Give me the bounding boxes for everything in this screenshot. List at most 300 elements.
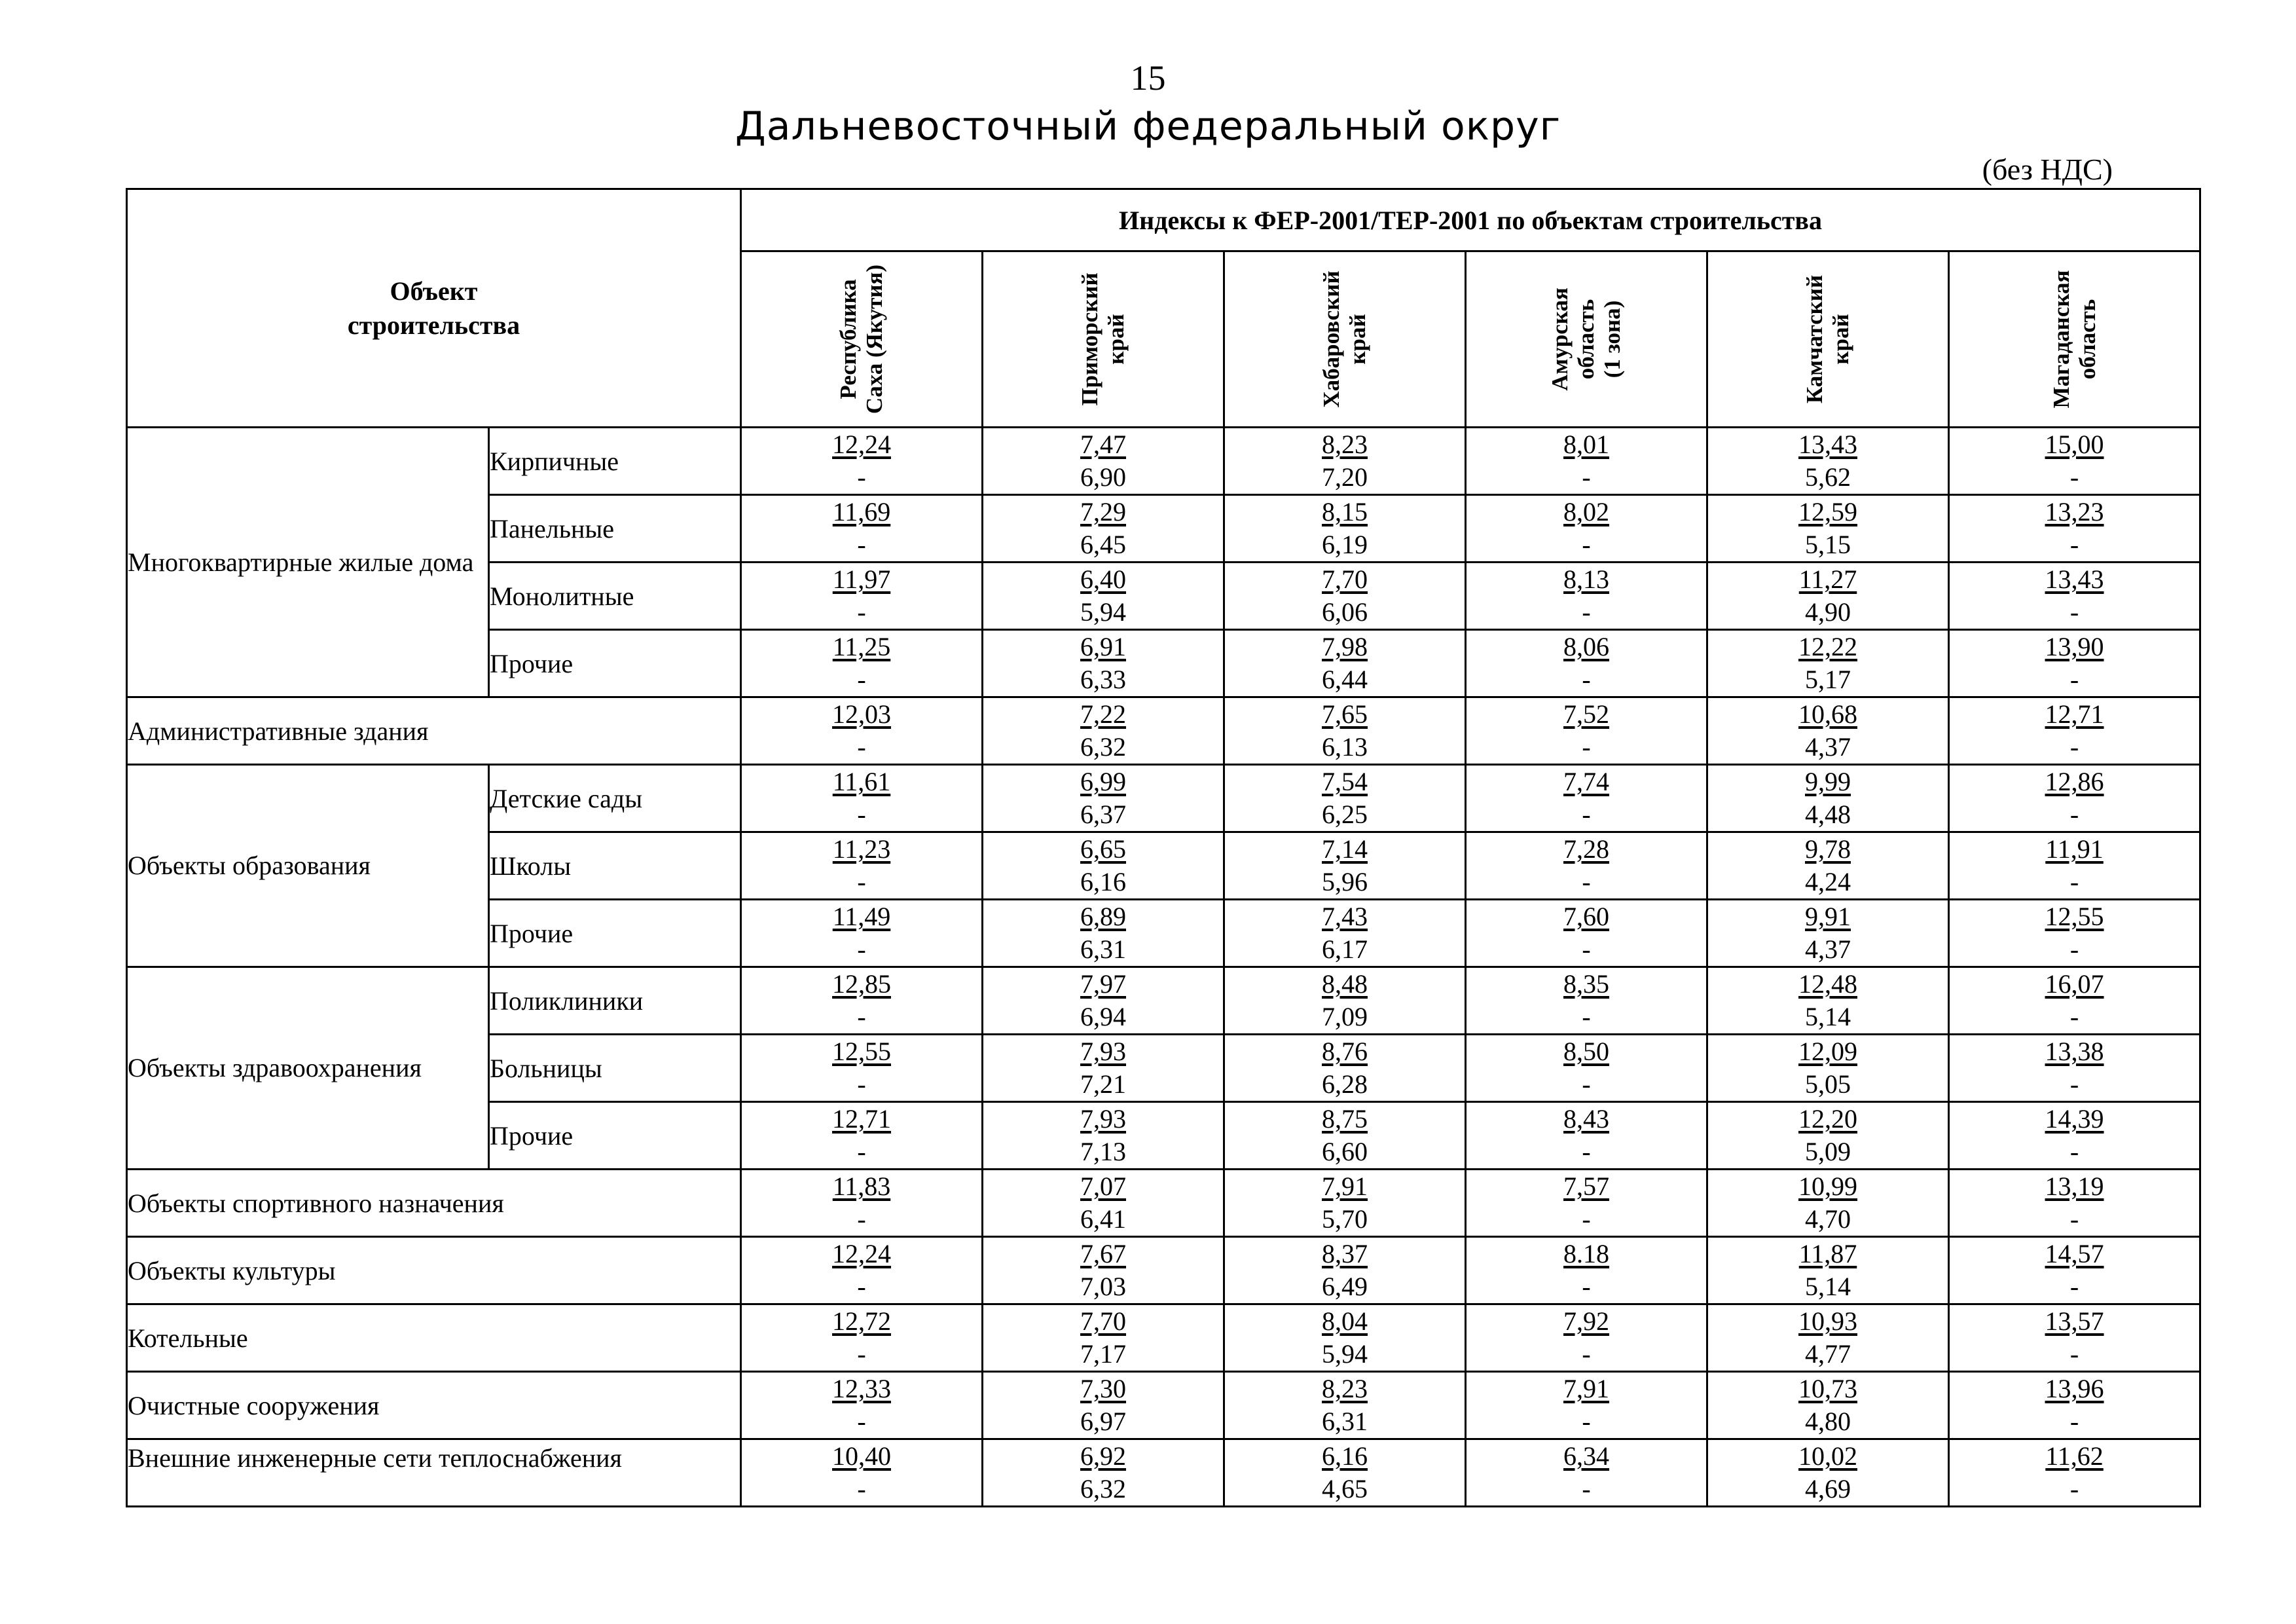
index-value-primary-text: 16,07: [2045, 969, 2104, 999]
index-cell: [1224, 1439, 1466, 1507]
object-column-header: [127, 189, 741, 428]
index-value-primary: [983, 900, 1223, 933]
index-value-primary-text: 8,13: [1563, 564, 1609, 594]
index-value-secondary: -: [2069, 530, 2079, 559]
index-value-primary-text: 7,22: [1080, 699, 1126, 729]
index-value-secondary: 7,21: [1080, 1069, 1126, 1099]
index-value-primary: [1225, 833, 1465, 866]
index-cell: [1466, 832, 1707, 900]
index-value-primary: [742, 563, 981, 596]
index-cell: [741, 563, 983, 630]
index-value-secondary: 6,17: [1322, 934, 1368, 964]
index-value-primary: [1708, 1170, 1948, 1203]
index-value-primary: [1708, 496, 1948, 528]
index-value-secondary: -: [2069, 1407, 2079, 1436]
index-value-primary-text: 12,55: [2045, 902, 2104, 931]
region-header: [741, 251, 983, 428]
index-value-primary: [1950, 631, 2199, 663]
index-value-secondary: 6,97: [1080, 1407, 1126, 1436]
index-value-primary: [1225, 1373, 1465, 1405]
region-label: [1077, 261, 1129, 418]
index-cell: [741, 1102, 983, 1170]
index-value-primary: [983, 428, 1223, 461]
group-label: Многоквартирные жилые дома: [127, 428, 489, 697]
index-value-primary-text: 13,90: [2045, 632, 2104, 661]
region-label-line: область: [1573, 299, 1599, 380]
index-cell: [1466, 1237, 1707, 1304]
region-label-line: Приморский: [1077, 272, 1102, 406]
index-value-secondary: -: [2069, 1272, 2079, 1301]
index-value-primary: [1467, 766, 1706, 798]
index-value-primary-text: 12,24: [832, 430, 891, 459]
index-value-secondary: -: [1582, 732, 1591, 762]
index-value-primary: [742, 698, 981, 731]
index-value-primary-text: 12,22: [1798, 632, 1857, 661]
index-value-primary: [1708, 563, 1948, 596]
index-value-primary-text: 10,68: [1798, 699, 1857, 729]
index-cell: [983, 832, 1224, 900]
index-cell: [1707, 1035, 1949, 1102]
index-value-secondary: -: [1582, 934, 1591, 964]
index-cell: [1949, 495, 2200, 563]
index-value-primary: [1225, 698, 1465, 731]
page-title: Дальневосточный федеральный округ: [735, 103, 1561, 149]
object-label: Очистные сооружения: [127, 1372, 741, 1439]
index-value-secondary: 5,62: [1805, 462, 1851, 492]
index-value-secondary: -: [2069, 934, 2079, 964]
index-cell: [1224, 1102, 1466, 1170]
index-cell: [1949, 1035, 2200, 1102]
index-cell: [1466, 495, 1707, 563]
index-value-primary-text: 8,43: [1563, 1104, 1609, 1134]
index-value-secondary: -: [1582, 800, 1591, 829]
region-label-line: край: [1828, 314, 1853, 365]
region-label: [2049, 261, 2101, 418]
index-value-secondary: -: [857, 1069, 866, 1099]
index-value-primary-text: 11,69: [832, 497, 891, 526]
index-value-primary: [1467, 563, 1706, 596]
index-value-secondary: -: [857, 665, 866, 694]
index-value-secondary: 6,25: [1322, 800, 1368, 829]
index-value-primary: [1708, 1373, 1948, 1405]
region-header: [1224, 251, 1466, 428]
table-row: [127, 1237, 2200, 1304]
index-value-secondary: -: [857, 1272, 866, 1301]
index-value-primary-text: 6,16: [1322, 1441, 1368, 1471]
region-label: [1319, 261, 1371, 418]
index-cell: [1949, 1304, 2200, 1372]
index-cell: [1224, 1304, 1466, 1372]
index-value-primary: [1708, 698, 1948, 731]
index-value-primary-text: 9,78: [1805, 834, 1851, 864]
region-label: [1547, 261, 1626, 418]
index-value-secondary: -: [857, 1204, 866, 1234]
index-cell: [1949, 900, 2200, 967]
index-cell: [1949, 563, 2200, 630]
subtype-label: Прочие: [489, 900, 741, 967]
index-value-primary: [1467, 833, 1706, 866]
index-value-primary: [1950, 1238, 2199, 1270]
index-value-primary: [1950, 766, 2199, 798]
index-value-primary: [1950, 563, 2199, 596]
index-value-primary-text: 10,40: [832, 1441, 891, 1471]
table-row: [127, 967, 2200, 1035]
index-cell: [741, 1237, 983, 1304]
index-value-primary-text: 9,91: [1805, 902, 1851, 931]
object-label: Объекты спортивного назначения: [127, 1170, 741, 1237]
index-value-primary: [742, 1373, 981, 1405]
index-value-primary: [742, 496, 981, 528]
index-value-primary: [742, 968, 981, 1001]
index-value-secondary: 5,17: [1805, 665, 1851, 694]
index-value-primary-text: 6,91: [1080, 632, 1126, 661]
index-cell: [1949, 1237, 2200, 1304]
index-value-primary: [1950, 1373, 2199, 1405]
index-value-primary-text: 12,71: [832, 1104, 891, 1134]
index-cell: [1949, 1170, 2200, 1237]
index-cell: [983, 630, 1224, 697]
index-cell: [1949, 967, 2200, 1035]
index-cell: [983, 1035, 1224, 1102]
index-value-primary-text: 7,29: [1080, 497, 1126, 526]
index-cell: [1949, 765, 2200, 832]
index-value-primary-text: 12,20: [1798, 1104, 1857, 1134]
index-value-secondary: -: [2069, 1137, 2079, 1166]
index-value-primary: [1225, 900, 1465, 933]
index-value-secondary: -: [2069, 1069, 2079, 1099]
index-value-primary: [983, 563, 1223, 596]
index-cell: [1707, 900, 1949, 967]
vat-note: (без НДС): [1982, 153, 2113, 186]
index-value-primary-text: 7,57: [1563, 1172, 1609, 1201]
subtype-label: Больницы: [489, 1035, 741, 1102]
index-value-primary-text: 15,00: [2045, 430, 2104, 459]
region-label-line: Магаданская: [2048, 270, 2074, 409]
index-value-primary: [1467, 900, 1706, 933]
group-label: Объекты образования: [127, 765, 489, 967]
index-value-secondary: -: [1582, 1204, 1591, 1234]
index-value-secondary: 4,70: [1805, 1204, 1851, 1234]
region-label-line: Хабаровский: [1319, 270, 1344, 408]
index-value-primary-text: 8,15: [1322, 497, 1368, 526]
table-row: [127, 1304, 2200, 1372]
index-value-primary: [1708, 1238, 1948, 1270]
index-value-primary: [1467, 1373, 1706, 1405]
index-value-secondary: -: [857, 597, 866, 627]
index-value-primary-text: 8,35: [1563, 969, 1609, 999]
index-value-primary-text: 7,67: [1080, 1239, 1126, 1268]
index-value-primary: [983, 968, 1223, 1001]
index-value-primary: [1950, 968, 2199, 1001]
index-cell: [741, 1372, 983, 1439]
index-value-secondary: -: [1582, 867, 1591, 896]
index-cell: [1466, 1170, 1707, 1237]
index-value-secondary: 5,09: [1805, 1137, 1851, 1166]
index-value-secondary: 6,28: [1322, 1069, 1368, 1099]
index-value-secondary: 6,19: [1322, 530, 1368, 559]
index-value-primary-text: 7,91: [1563, 1374, 1609, 1403]
index-cell: [1707, 832, 1949, 900]
index-value-primary-text: 8,23: [1322, 1374, 1368, 1403]
index-value-secondary: -: [857, 934, 866, 964]
index-value-primary: [1467, 968, 1706, 1001]
index-cell: [1949, 1102, 2200, 1170]
index-value-secondary: -: [2069, 1474, 2079, 1504]
index-value-primary: [1225, 766, 1465, 798]
index-cell: [983, 1237, 1224, 1304]
index-value-primary-text: 11,62: [2045, 1441, 2104, 1471]
index-value-secondary: 7,17: [1080, 1339, 1126, 1369]
index-cell: [1466, 1035, 1707, 1102]
index-value-primary-text: 11,27: [1798, 564, 1857, 594]
index-cell: [983, 1304, 1224, 1372]
index-value-primary-text: 11,97: [832, 564, 891, 594]
index-value-primary-text: 13,19: [2045, 1172, 2104, 1201]
index-value-primary: [1708, 1305, 1948, 1338]
index-value-secondary: -: [2069, 1339, 2079, 1369]
index-value-primary: [1467, 1305, 1706, 1338]
index-value-primary: [742, 1103, 981, 1135]
index-value-primary-text: 10,73: [1798, 1374, 1857, 1403]
index-value-primary: [742, 1035, 981, 1068]
index-cell: [741, 428, 983, 495]
index-value-primary-text: 8.18: [1563, 1239, 1609, 1268]
index-value-primary-text: 7,30: [1080, 1374, 1126, 1403]
index-cell: [1707, 1372, 1949, 1439]
index-value-primary-text: 12,09: [1798, 1037, 1857, 1066]
index-cell: [741, 1170, 983, 1237]
index-value-primary-text: 11,87: [1798, 1239, 1857, 1268]
index-cell: [983, 428, 1224, 495]
index-value-primary-text: 6,92: [1080, 1441, 1126, 1471]
index-value-primary: [1467, 1035, 1706, 1068]
index-cell: [1224, 967, 1466, 1035]
index-value-secondary: 4,77: [1805, 1339, 1851, 1369]
index-cell: [983, 1439, 1224, 1507]
index-value-secondary: -: [857, 800, 866, 829]
index-value-primary: [1467, 698, 1706, 731]
index-value-primary-text: 12,71: [2045, 699, 2104, 729]
index-cell: [741, 630, 983, 697]
index-value-primary: [1467, 428, 1706, 461]
object-label: Административные здания: [127, 697, 741, 765]
index-value-secondary: -: [857, 462, 866, 492]
index-value-primary: [1708, 1035, 1948, 1068]
subtype-label: Поликлиники: [489, 967, 741, 1035]
region-label: [1802, 261, 1854, 418]
index-cell: [1707, 1304, 1949, 1372]
index-value-primary: [1708, 428, 1948, 461]
region-label-line: Саха (Якутия): [862, 264, 887, 415]
index-value-primary: [1467, 496, 1706, 528]
index-value-primary-text: 13,43: [1798, 430, 1857, 459]
index-value-primary-text: 11,25: [832, 632, 891, 661]
index-value-primary-text: 10,93: [1798, 1306, 1857, 1336]
index-cell: [1224, 697, 1466, 765]
index-value-primary: [983, 1238, 1223, 1270]
index-value-primary: [983, 766, 1223, 798]
index-value-primary-text: 7,47: [1080, 430, 1126, 459]
index-value-primary: [983, 496, 1223, 528]
index-value-secondary: 6,60: [1322, 1137, 1368, 1166]
index-cell: [983, 697, 1224, 765]
index-cell: [1949, 428, 2200, 495]
index-value-secondary: 6,06: [1322, 597, 1368, 627]
region-label-line: Амурская: [1547, 287, 1573, 391]
index-value-primary: [1708, 631, 1948, 663]
index-value-primary-text: 8,50: [1563, 1037, 1609, 1066]
index-cell: [983, 900, 1224, 967]
index-value-secondary: -: [1582, 1474, 1591, 1504]
index-value-primary: [1225, 1440, 1465, 1473]
object-header-line-1: Объект: [390, 276, 478, 306]
index-cell: [1224, 1372, 1466, 1439]
index-value-primary-text: 8,04: [1322, 1306, 1368, 1336]
index-value-primary: [1467, 1238, 1706, 1270]
index-value-primary-text: 7,60: [1563, 902, 1609, 931]
index-value-primary-text: 7,52: [1563, 699, 1609, 729]
index-value-primary: [742, 1170, 981, 1203]
index-value-primary-text: 13,23: [2045, 497, 2104, 526]
index-value-secondary: -: [2069, 462, 2079, 492]
index-cell: [983, 563, 1224, 630]
index-value-secondary: -: [1582, 665, 1591, 694]
index-table: [126, 188, 2201, 1507]
index-value-secondary: -: [857, 732, 866, 762]
region-label-line: край: [1103, 314, 1129, 365]
index-cell: [1466, 1439, 1707, 1507]
index-value-primary-text: 8,06: [1563, 632, 1609, 661]
table-row: [127, 1439, 2200, 1507]
index-value-secondary: 5,94: [1322, 1339, 1368, 1369]
index-value-primary-text: 10,02: [1798, 1441, 1857, 1471]
index-value-primary-text: 7,74: [1563, 767, 1609, 796]
index-value-secondary: -: [857, 1339, 866, 1369]
index-value-primary-text: 6,99: [1080, 767, 1126, 796]
index-value-primary: [1708, 1440, 1948, 1473]
index-cell: [1466, 563, 1707, 630]
index-value-primary: [742, 428, 981, 461]
index-value-secondary: -: [857, 867, 866, 896]
index-cell: [741, 697, 983, 765]
index-value-primary-text: 12,48: [1798, 969, 1857, 999]
index-value-primary-text: 8,37: [1322, 1239, 1368, 1268]
index-value-primary: [742, 631, 981, 663]
region-label-line: Камчатский: [1802, 274, 1827, 404]
index-value-secondary: 5,15: [1805, 530, 1851, 559]
index-cell: [741, 967, 983, 1035]
index-value-primary: [1708, 833, 1948, 866]
index-value-primary-text: 11,61: [832, 767, 891, 796]
object-label: Внешние инженерные сети теплоснабжения: [127, 1439, 741, 1507]
subtype-label: Школы: [489, 832, 741, 900]
index-value-primary: [1950, 428, 2199, 461]
index-cell: [1466, 697, 1707, 765]
index-value-primary-text: 12,33: [832, 1374, 891, 1403]
index-cell: [1224, 495, 1466, 563]
index-cell: [1707, 563, 1949, 630]
index-cell: [1707, 697, 1949, 765]
subtype-label: Монолитные: [489, 563, 741, 630]
region-label-line: (1 зона): [1599, 300, 1625, 378]
index-value-primary-text: 7,93: [1080, 1037, 1126, 1066]
index-cell: [983, 1372, 1224, 1439]
index-cell: [1949, 697, 2200, 765]
index-value-primary: [983, 698, 1223, 731]
index-value-primary-text: 7,98: [1322, 632, 1368, 661]
index-value-primary-text: 7,43: [1322, 902, 1368, 931]
index-cell: [741, 832, 983, 900]
index-value-primary: [1950, 698, 2199, 731]
indices-header: Индексы к ФЕР-2001/ТЕР-2001 по объектам строительства: [741, 189, 2200, 251]
region-header: [1949, 251, 2200, 428]
index-value-secondary: 6,16: [1080, 867, 1126, 896]
subtype-label: Панельные: [489, 495, 741, 563]
index-value-primary: [1467, 631, 1706, 663]
index-value-secondary: 6,31: [1322, 1407, 1368, 1436]
index-value-primary: [1225, 1170, 1465, 1203]
table-row: [127, 1372, 2200, 1439]
index-value-primary: [742, 1238, 981, 1270]
index-value-primary: [1225, 428, 1465, 461]
index-value-secondary: -: [2069, 597, 2079, 627]
index-value-secondary: 4,90: [1805, 597, 1851, 627]
index-value-primary-text: 14,39: [2045, 1104, 2104, 1134]
index-value-secondary: 4,69: [1805, 1474, 1851, 1504]
index-cell: [741, 1304, 983, 1372]
index-value-secondary: 6,41: [1080, 1204, 1126, 1234]
region-header: [983, 251, 1224, 428]
index-value-primary-text: 13,43: [2045, 564, 2104, 594]
index-value-secondary: 5,14: [1805, 1272, 1851, 1301]
index-cell: [983, 495, 1224, 563]
index-value-primary-text: 14,57: [2045, 1239, 2104, 1268]
index-cell: [741, 495, 983, 563]
index-value-secondary: 6,44: [1322, 665, 1368, 694]
index-value-secondary: -: [2069, 800, 2079, 829]
index-value-primary-text: 7,70: [1322, 564, 1368, 594]
index-value-secondary: 5,14: [1805, 1002, 1851, 1031]
index-value-primary-text: 7,70: [1080, 1306, 1126, 1336]
region-label: [835, 261, 888, 418]
index-cell: [1707, 1170, 1949, 1237]
index-value-primary: [1708, 1103, 1948, 1135]
index-value-secondary: 4,65: [1322, 1474, 1368, 1504]
index-value-secondary: 6,49: [1322, 1272, 1368, 1301]
index-value-primary: [742, 766, 981, 798]
region-header: [1707, 251, 1949, 428]
index-value-secondary: 6,94: [1080, 1002, 1126, 1031]
table-row: [127, 697, 2200, 765]
index-cell: [1707, 1237, 1949, 1304]
index-value-secondary: -: [1582, 1137, 1591, 1166]
index-value-primary: [742, 1305, 981, 1338]
index-value-primary: [983, 1103, 1223, 1135]
index-value-primary-text: 13,57: [2045, 1306, 2104, 1336]
index-value-primary: [983, 1305, 1223, 1338]
index-cell: [1224, 832, 1466, 900]
index-value-primary-text: 11,49: [832, 902, 891, 931]
index-value-primary: [1225, 1238, 1465, 1270]
index-value-secondary: 6,32: [1080, 1474, 1126, 1504]
object-label: Объекты культуры: [127, 1237, 741, 1304]
index-value-primary-text: 13,96: [2045, 1374, 2104, 1403]
index-value-secondary: 6,45: [1080, 530, 1126, 559]
index-value-primary-text: 11,83: [832, 1172, 891, 1201]
index-value-primary-text: 6,89: [1080, 902, 1126, 931]
index-value-primary: [1225, 1035, 1465, 1068]
index-value-primary-text: 12,86: [2045, 767, 2104, 796]
